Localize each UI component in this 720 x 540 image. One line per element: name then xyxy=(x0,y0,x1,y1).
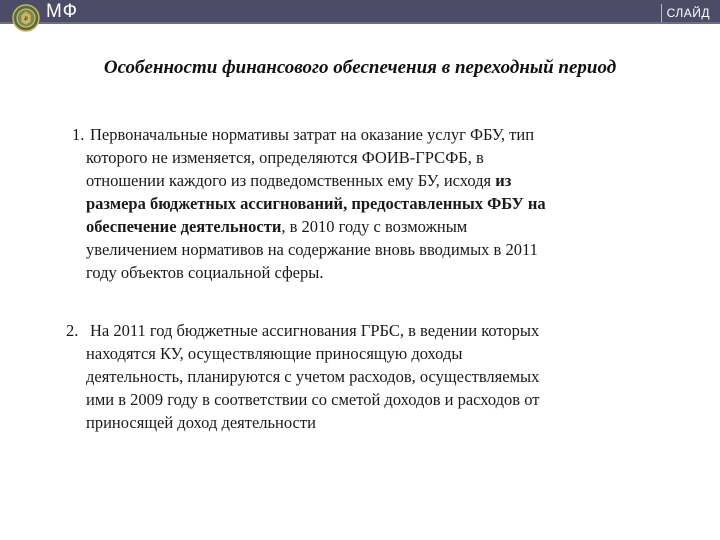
list-item-text xyxy=(72,123,672,284)
list-item-number: 1. xyxy=(72,125,85,144)
list-item xyxy=(72,123,672,284)
list-item xyxy=(66,319,672,434)
text-run-bold: обеспечение деятельности xyxy=(86,217,282,236)
text-run: , в 2010 году с возможным xyxy=(281,217,468,236)
emblem-icon xyxy=(12,3,40,33)
page-title: Особенности финансового обеспечения в переходный период xyxy=(103,57,617,78)
text-line: На 2011 год бюджетные ассигнования ГРБС, в ведении которых xyxy=(90,321,540,340)
text-line: увеличением нормативов на содержание вновь вводимых в 2011 xyxy=(86,240,538,259)
brand-label: МФ xyxy=(46,1,79,22)
header-bar xyxy=(0,0,720,24)
text-line: году объектов социальной сферы. xyxy=(86,263,324,282)
text-line: приносящей доход деятельности xyxy=(86,413,316,432)
header-divider xyxy=(661,4,662,22)
text-line: которого не изменяется, определяются ФОИВ-ГРСФБ, в xyxy=(86,148,484,167)
list-item-text xyxy=(66,319,672,434)
text-run: отношении каждого из подведомственных ему БУ, исходя xyxy=(86,171,496,190)
text-line: ими в 2009 году в соответствии со сметой доходов и расходов от xyxy=(86,390,540,409)
text-line: Первоначальные нормативы затрат на оказание услуг ФБУ, тип xyxy=(90,125,535,144)
slide-label: СЛАЙД xyxy=(666,6,710,20)
svg-text:₽: ₽ xyxy=(24,16,28,23)
text-line xyxy=(86,169,672,192)
list-item-number: 2. xyxy=(66,321,79,340)
text-line: находятся КУ, осуществляющие приносящую доходы xyxy=(86,344,463,363)
header-strip xyxy=(0,22,720,24)
text-line-bold: размера бюджетных ассигнований, предоставленных ФБУ на xyxy=(86,194,546,213)
text-line: деятельность, планируются с учетом расходов, осуществляемых xyxy=(86,367,540,386)
text-run-bold: из xyxy=(495,171,512,190)
text-line xyxy=(86,215,672,238)
